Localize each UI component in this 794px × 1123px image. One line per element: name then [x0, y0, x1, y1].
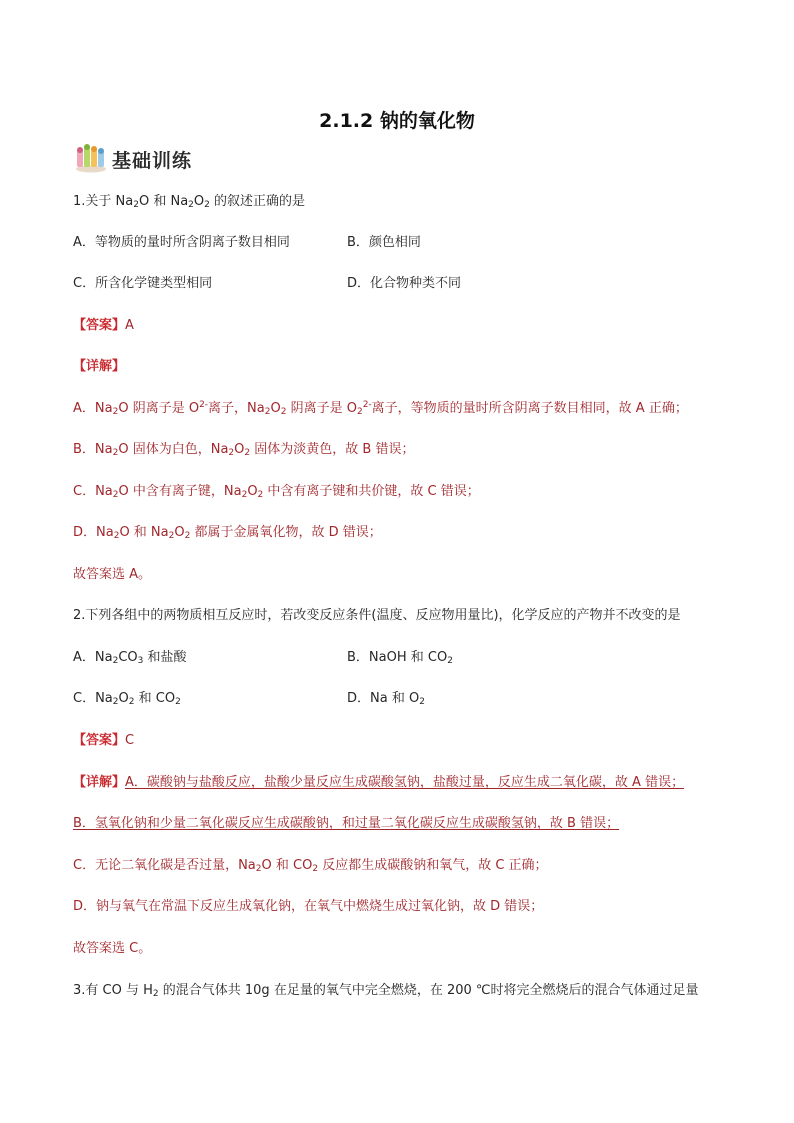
q1-option-d: D．化合物种类不同 — [347, 276, 462, 291]
answer-value: A — [125, 318, 134, 333]
q1-conclusion: 故答案选 A。 — [73, 567, 152, 582]
q2-answer — [73, 732, 134, 750]
q1-option-c: C．所含化学键类型相同 — [73, 276, 213, 291]
answer-value: C — [125, 733, 135, 748]
answer-tag: 【答案】 — [73, 318, 126, 333]
q1-explanation-a: A．$Na_2O$ 阴离子是 $O^{2-}$离子，$Na_2O_2$ 阴离子是 $O_2^{2-}$离子，等物质的量时所含阴离子数目相同，故 A 正确； — [73, 400, 688, 417]
q2-option-c: C．$Na_2O_2$ 和 $CO_2$ — [73, 691, 181, 707]
q2-option-a: A．$Na_2CO_3$ 和盐酸 — [73, 650, 187, 666]
section-header — [74, 142, 192, 176]
q2-explanation-c: C．无论二氧化碳是否过量，$Na_2O$ 和 $CO_2$ 反应都生成碳酸钠和氧气，故 C 正确； — [73, 858, 548, 874]
q1-answer — [73, 317, 134, 335]
q1-detail-tag: 【详解】 — [73, 359, 126, 374]
q2-option-d: D．Na 和 $O_2$ — [347, 691, 425, 707]
question-1-stem: 1.关于 $Na_2O$ 和 $Na_2O_2$ 的叙述正确的是 — [73, 194, 306, 210]
question-2-stem: 2.下列各组中的两物质相互反应时，若改变反应条件(温度、反应物用量比)，化学反应的产物并不改变的是 — [73, 608, 681, 623]
q1-explanation-c: C．$Na_2O$ 中含有离子键，$Na_2O_2$ 中含有离子键和共价键，故 C 错误； — [73, 484, 480, 500]
q2-explanation-d: D．钠与氧气在常温下反应生成氧化钠，在氧气中燃烧生成过氧化钠，故 D 错误； — [73, 899, 544, 914]
q1-option-b: B．颜色相同 — [347, 235, 421, 250]
page-title: 2.1.2 钠的氧化物 — [319, 110, 475, 132]
q2-option-b: B．NaOH 和 $CO_2$ — [347, 650, 453, 666]
q1-option-a: A．等物质的量时所含阴离子数目相同 — [73, 235, 290, 250]
question-3-stem: 3.有 CO 与 $H_2$ 的混合气体共 10g 在足量的氧气中完全燃烧，在 200 ℃时将完全燃烧后的混合气体通过足量 — [73, 983, 699, 999]
q1-explanation-b: B．$Na_2O$ 固体为白色，$Na_2O_2$ 固体为淡黄色，故 B 错误； — [73, 442, 415, 458]
q1-explanation-d: D．$Na_2O$ 和 $Na_2O_2$ 都属于金属氧化物，故 D 错误； — [73, 525, 382, 541]
answer-tag: 【答案】 — [73, 733, 126, 748]
detail-tag: 【详解】 — [73, 775, 126, 790]
q2-explanation-a: 【详解】A．碳酸钠与盐酸反应，盐酸少量反应生成碳酸氢钠，盐酸过量，反应生成二氧化碳，故 A 错误； — [73, 775, 685, 790]
section-label: 基础训练 — [112, 149, 193, 172]
q2-conclusion: 故答案选 C。 — [73, 941, 152, 956]
pencils-icon — [74, 144, 108, 174]
q2-explanation-b: B．氢氧化钠和少量二氧化碳反应生成碳酸钠，和过量二氧化碳反应生成碳酸氢钠，故 B 错误； — [73, 816, 620, 831]
